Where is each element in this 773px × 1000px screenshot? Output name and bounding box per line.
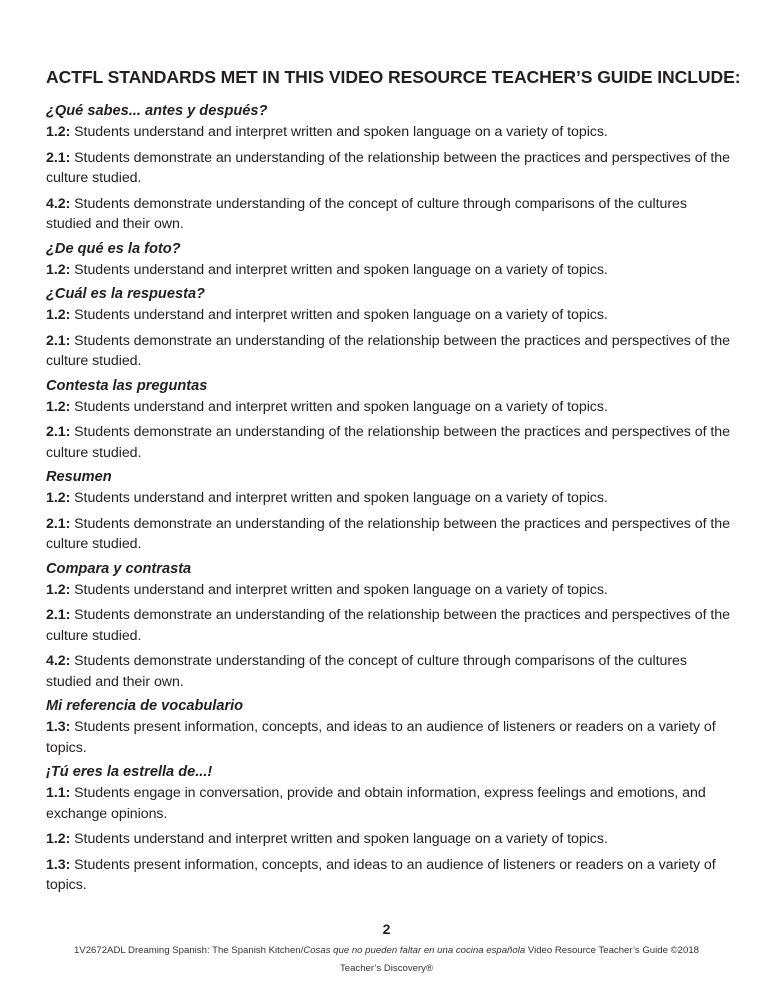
section-heading: ¡Tú eres la estrella de...! xyxy=(46,764,213,780)
standard-item xyxy=(46,422,736,463)
footer-publisher: Teacher’s Discovery® xyxy=(339,963,434,974)
footer-citation xyxy=(0,942,773,960)
standard-text: Students understand and interpret written and spoken language on a variety of topics. xyxy=(70,398,608,415)
standards-section xyxy=(46,284,736,372)
section-heading: ¿Qué sabes... antes y después? xyxy=(46,103,268,119)
standard-code: 4.2: xyxy=(46,195,71,212)
page-title: ACTFL STANDARDS MET IN THIS VIDEO RESOURCE TEACHER’S GUIDE INCLUDE: xyxy=(46,67,741,87)
section-heading: ¿De qué es la foto? xyxy=(46,240,181,257)
document-body xyxy=(46,66,741,900)
standard-code: 1.2: xyxy=(46,124,71,140)
section-heading: Compara y contrasta xyxy=(46,560,192,577)
standard-item xyxy=(46,148,736,189)
page-footer xyxy=(0,920,773,978)
standard-code: 1.2: xyxy=(46,490,71,506)
standard-text: Students understand and interpret written and spoken language on a variety of topics. xyxy=(70,307,608,323)
standards-section xyxy=(46,467,736,555)
standard-code: 1.2: xyxy=(46,261,71,278)
standard-item xyxy=(46,783,736,824)
standard-item xyxy=(46,194,736,235)
standard-code: 1.2: xyxy=(46,307,71,323)
section-heading: Contesta las preguntas xyxy=(46,377,208,394)
standards-section xyxy=(46,762,736,896)
standard-item xyxy=(46,580,736,601)
standard-item xyxy=(46,717,736,758)
standard-code: 1.2: xyxy=(46,398,71,415)
standard-text: Students present information, concepts, and ideas to an audience of listeners or readers on a variety of topics. xyxy=(46,719,716,756)
footer-citation-suffix: Video Resource Teacher’s Guide ©2018 xyxy=(525,945,700,956)
standard-text: Students understand and interpret written and spoken language on a variety of topics. xyxy=(70,581,608,598)
standard-item xyxy=(46,260,736,281)
standard-code: 2.1: xyxy=(46,515,71,532)
standard-code: 2.1: xyxy=(46,607,71,623)
standard-text: Students demonstrate understanding of the concept of culture through comparisons of the cultures studied and their own. xyxy=(46,653,687,690)
standards-section xyxy=(46,696,736,758)
standard-text: Students engage in conversation, provide and obtain information, express feelings and emotions, and exchange opinions. xyxy=(46,785,706,822)
standard-text: Students understand and interpret written and spoken language on a variety of topics. xyxy=(70,831,608,847)
standard-code: 2.1: xyxy=(46,149,71,166)
standard-item xyxy=(46,397,736,418)
standards-section xyxy=(46,376,736,464)
standard-text: Students demonstrate an understanding of the relationship between the practices and perspectives of the culture studied. xyxy=(46,149,730,186)
standards-list xyxy=(46,101,736,896)
standard-text: Students demonstrate an understanding of the relationship between the practices and perspectives of the culture studied. xyxy=(46,607,730,644)
standard-text: Students understand and interpret written and spoken language on a variety of topics. xyxy=(70,490,608,506)
section-heading: Resumen xyxy=(46,469,112,485)
footer-citation-prefix: 1V2672ADL Dreaming Spanish: The Spanish Kitchen/ xyxy=(73,945,304,956)
standards-section xyxy=(46,101,736,235)
page-number: 2 xyxy=(382,921,391,937)
standard-item xyxy=(46,829,736,850)
standard-code: 4.2: xyxy=(46,653,71,669)
footer-citation-italic: Cosas que no pueden faltar en una cocina española xyxy=(303,945,526,956)
standard-text: Students understand and interpret written and spoken language on a variety of topics. xyxy=(70,124,608,140)
standard-text: Students demonstrate understanding of the concept of culture through comparisons of the cultures studied and their own. xyxy=(46,195,687,232)
standard-text: Students demonstrate an understanding of the relationship between the practices and perspectives of the culture studied. xyxy=(46,424,730,461)
standard-item xyxy=(46,122,736,143)
standard-text: Students demonstrate an understanding of the relationship between the practices and perspectives of the culture studied. xyxy=(46,515,730,552)
standard-code: 1.1: xyxy=(46,785,71,801)
standard-item xyxy=(46,305,736,326)
standard-item xyxy=(46,855,736,896)
standard-code: 2.1: xyxy=(46,424,71,440)
standard-item xyxy=(46,605,736,646)
standard-code: 1.2: xyxy=(46,581,71,598)
standard-item xyxy=(46,331,736,372)
standard-text: Students present information, concepts, and ideas to an audience of listeners or readers on a variety of topics. xyxy=(46,856,716,893)
standards-section xyxy=(46,239,736,281)
standard-code: 1.3: xyxy=(46,856,71,873)
standard-item xyxy=(46,514,736,555)
standard-text: Students understand and interpret written and spoken language on a variety of topics. xyxy=(70,261,608,278)
section-heading: Mi referencia de vocabulario xyxy=(46,698,244,714)
standards-section xyxy=(46,559,736,693)
standard-item xyxy=(46,488,736,509)
standard-item xyxy=(46,651,736,692)
standard-text: Students demonstrate an understanding of the relationship between the practices and perspectives of the culture studied. xyxy=(46,332,730,369)
section-heading: ¿Cuál es la respuesta? xyxy=(46,286,205,302)
standard-code: 1.2: xyxy=(46,831,71,847)
standard-code: 2.1: xyxy=(46,332,71,349)
standard-code: 1.3: xyxy=(46,719,71,735)
